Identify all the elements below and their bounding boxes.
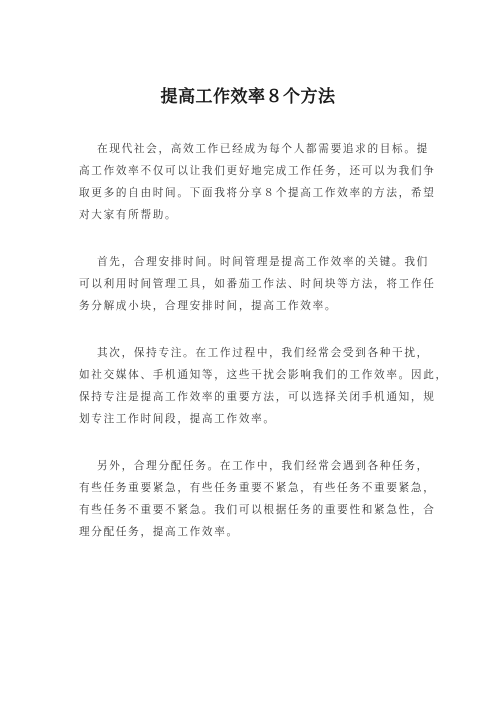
paragraph-line: 保持专注是提高工作效率的重要方法，可以选择关闭手机通知，规 xyxy=(79,391,436,403)
paragraph-line: 对大家有所帮助。 xyxy=(79,209,178,221)
paragraph-line: 理分配任务，提高工作效率。 xyxy=(79,526,239,538)
paragraph-line: 划专注工作时间段，提高工作效率。 xyxy=(79,413,276,425)
paragraph-line: 首先，合理安排时间。时间管理是提高工作效率的关键。我们 xyxy=(97,256,429,268)
paragraph-line: 有些任务重要紧急，有些任务重要不紧急，有些任务不重要紧急， xyxy=(79,482,436,494)
paragraph-line: 有些任务不重要不紧急。我们可以根据任务的重要性和紧急性，合 xyxy=(79,504,436,516)
paragraph-line: 取更多的自由时间。下面我将分享８个提高工作效率的方法，希望 xyxy=(79,187,436,199)
paragraph-line: 其次，保持专注。在工作过程中，我们经常会受到各种干扰， xyxy=(97,347,429,359)
paragraph-line: 另外，合理分配任务。在工作中，我们经常会遇到各种任务， xyxy=(97,460,429,472)
paragraph-line: 高工作效率不仅可以让我们更好地完成工作任务，还可以为我们争 xyxy=(79,165,436,177)
paragraph-line: 务分解成小块，合理安排时间，提高工作效率。 xyxy=(79,300,338,312)
paragraph-line: 如社交媒体、手机通知等，这些干扰会影响我们的工作效率。因此， xyxy=(79,369,448,381)
paragraph-line: 在现代社会，高效工作已经成为每个人都需要追求的目标。提 xyxy=(97,143,429,155)
document-title: 提高工作效率８个方法 xyxy=(160,87,336,107)
paragraph-line: 可以利用时间管理工具，如番茄工作法、时间块等方法，将工作任 xyxy=(79,278,436,290)
